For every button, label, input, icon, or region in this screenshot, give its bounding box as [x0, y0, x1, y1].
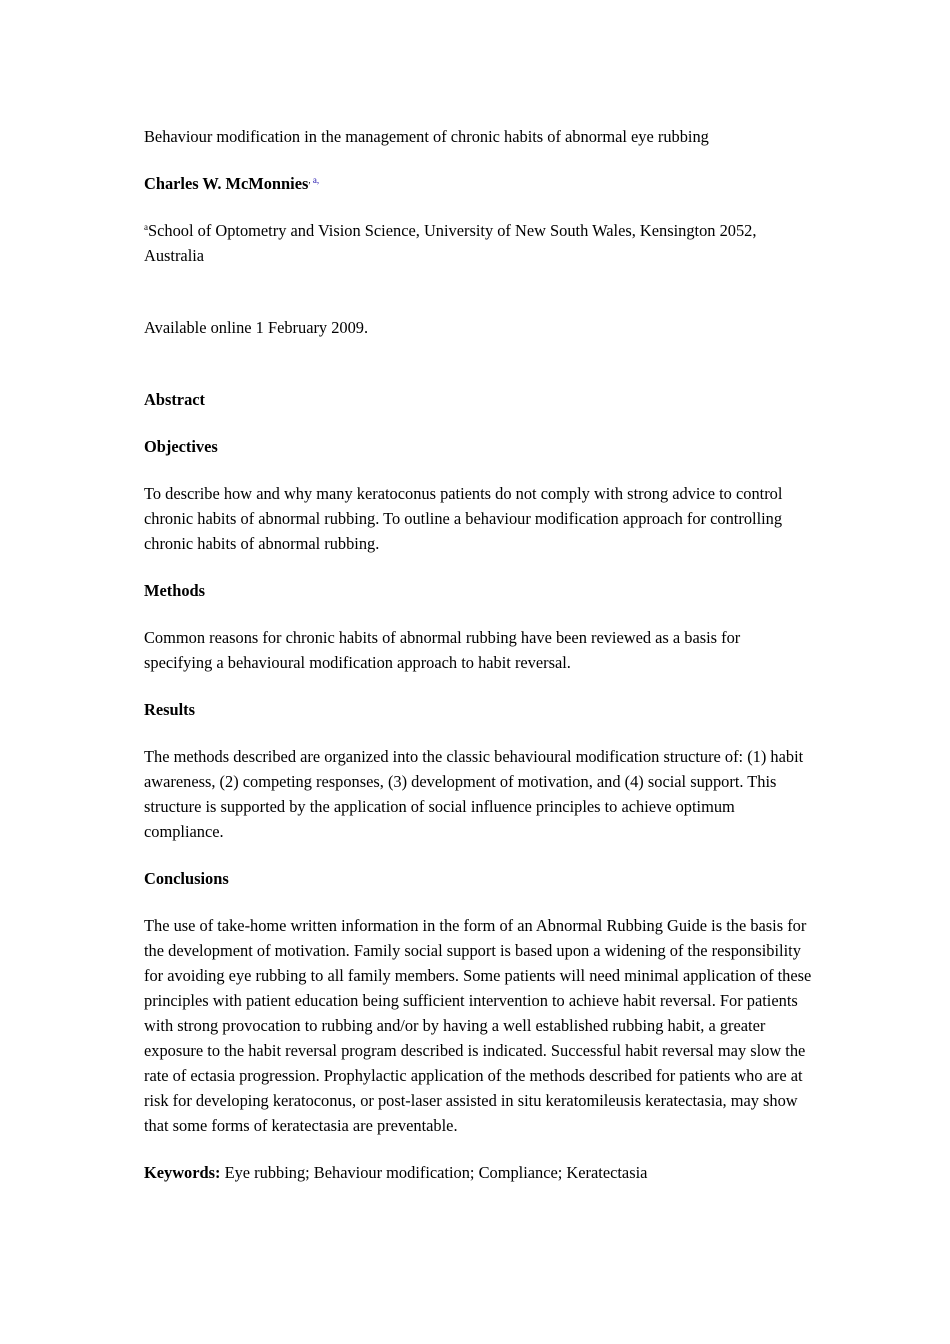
- section-body-methods: Common reasons for chronic habits of abnormal rubbing have been reviewed as a basis for specifying a behavioural modification approach to habit reversal.: [144, 628, 741, 672]
- paper-title: Behaviour modification in the management of chronic habits of abnormal eye rubbing: [144, 127, 709, 146]
- author-name: Charles W. McMonnies: [144, 174, 309, 193]
- keywords-list: Eye rubbing; Behaviour modification; Compliance; Keratectasia: [220, 1163, 648, 1182]
- author-line: [144, 171, 812, 196]
- available-online: Available online 1 February 2009.: [144, 318, 369, 337]
- keywords-line: [144, 1160, 812, 1185]
- section-body-conclusions: The use of take-home written information in the form of an Abnormal Rubbing Guide is the basis for the development of motivation. Family social support is based upon a widening of the responsibility for avoiding eye rubbing to all family members. Some patients will need minimal application of these principles with patient education being sufficient intervention to achieve habit reversal. For patients with strong provocation to rubbing and/or by having a well established rubbing habit, a greater exposure to the habit reversal program described is indicated. Successful habit reversal may slow the rate of ectasia progression. Prophylactic application of the methods described for patients who are at risk for developing keratoconus, or post-laser assisted in situ keratomileusis keratectasia, may show that some forms of keratectasia are preventable.: [144, 916, 812, 1135]
- affiliation-text: School of Optometry and Vision Science, University of New South Wales, Kensington 2052, Australia: [144, 221, 757, 265]
- section-heading-results: Results: [144, 700, 195, 719]
- section-body-results: The methods described are organized into the classic behavioural modification structure of: (1) habit awareness, (2) competing responses, (3) development of motivation, and (4) social support. This structure is supported by the application of social influence principles to achieve optimum compliance.: [144, 747, 804, 841]
- section-heading-conclusions: Conclusions: [144, 869, 229, 888]
- keywords-label: Keywords:: [144, 1163, 221, 1182]
- section-body-objectives: To describe how and why many keratoconus patients do not comply with strong advice to control chronic habits of abnormal rubbing. To outline a behaviour modification approach for controlling chronic habits of abnormal rubbing.: [144, 484, 783, 553]
- section-heading-objectives: Objectives: [144, 437, 218, 456]
- abstract-heading: Abstract: [144, 390, 205, 409]
- paper-page: [144, 124, 812, 1207]
- affiliation-link[interactable]: a,: [312, 175, 320, 185]
- affiliation: [144, 218, 812, 268]
- section-heading-methods: Methods: [144, 581, 206, 600]
- author-marker: [308, 175, 319, 185]
- affiliation-marker: a: [144, 222, 148, 232]
- author-marker-prefix: ,: [308, 175, 313, 185]
